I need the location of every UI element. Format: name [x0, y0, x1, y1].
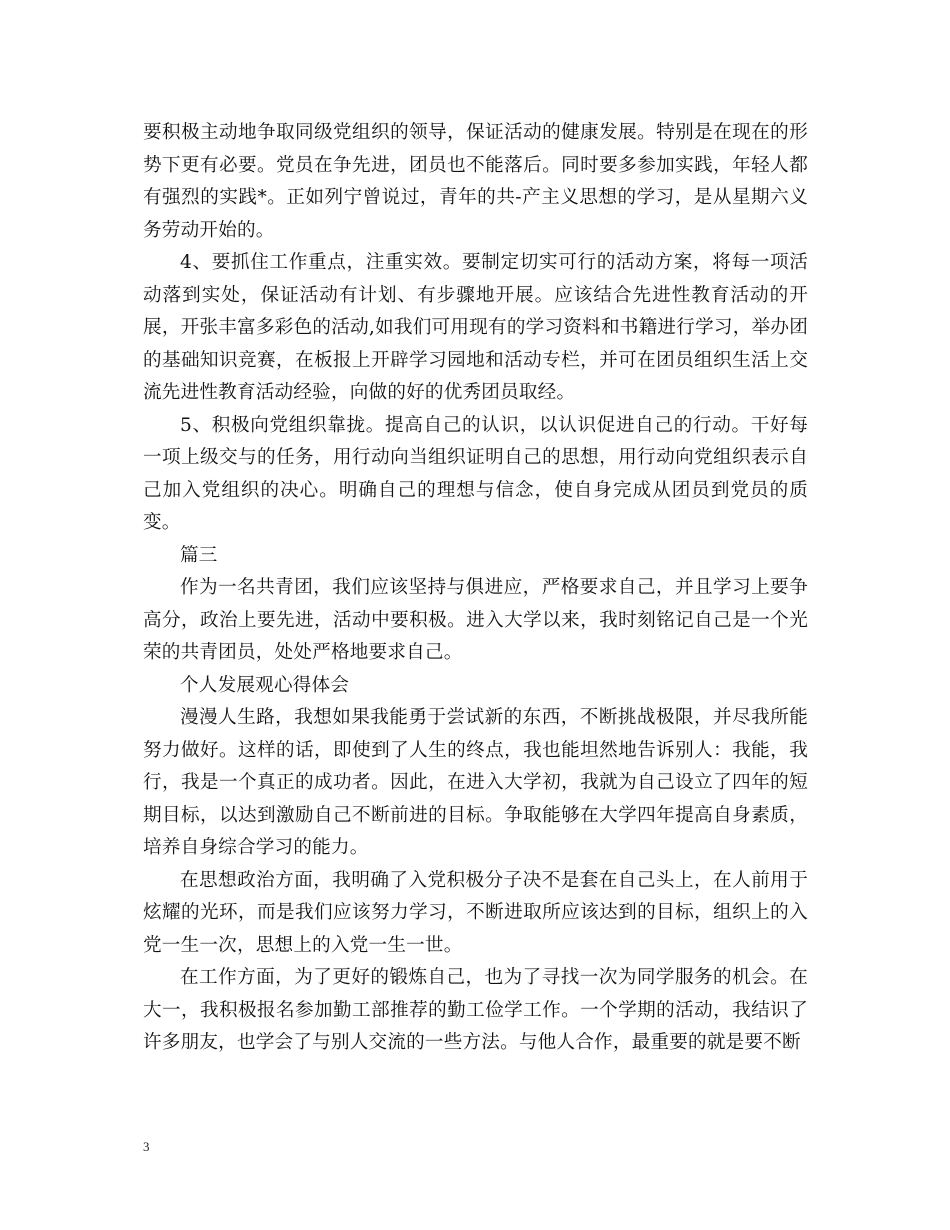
- section-heading-personal-development: 个人发展观心得体会: [180, 674, 350, 696]
- page-number: 3: [143, 1139, 150, 1154]
- section-heading-part-three: 篇三: [180, 544, 218, 566]
- document-body: [143, 117, 808, 1060]
- paragraph-point-5: 5、积极向党组织靠拢。提高自己的认识，以认识促进自己的行动。干好每一项上级交与的任务，用行动向当组织证明自己的思想，用行动向党组织表示自己加入党组织的决心。明确自己的理想与信念，使自身完成从团员到党员的质变。: [143, 414, 808, 533]
- paragraph-life-path: 漫漫人生路，我想如果我能勇于尝试新的东西，不断挑战极限，并尽我所能努力做好。这样的话，即使到了人生的终点，我也能坦然地告诉别人：我能，我行，我是一个真正的成功者。因此，在进入大学初，我就为自己设立了四年的短期目标，以达到激励自己不断前进的目标。争取能够在大学四年提高自身素质，培养自身综合学习的能力。: [143, 707, 808, 858]
- paragraph-continuation: 要积极主动地争取同级党组织的领导，保证活动的健康发展。特别是在现在的形势下更有必要。党员在争先进，团员也不能落后。同时要多参加实践，年轻人都有强烈的实践*。正如列宁曾说过，青年的共-产主义思想的学习，是从星期六义务劳动开始的。: [143, 122, 808, 241]
- paragraph-league-member: 作为一名共青团，我们应该坚持与俱进应，严格要求自己，并且学习上要争高分，政治上要先进，活动中要积极。进入大学以来，我时刻铭记自己是一个光荣的共青团员，处处严格地要求自己。: [143, 577, 808, 663]
- paragraph-political-thought: 在思想政治方面，我明确了入党积极分子决不是套在自己头上，在人前用于炫耀的光环，而是我们应该努力学习，不断进取所应该达到的目标，组织上的入党一生一次，思想上的入党一生一世。: [143, 869, 808, 956]
- paragraph-work: 在工作方面，为了更好的锻炼自己，也为了寻找一次为同学服务的机会。在大一，我积极报名参加勤工部推荐的勤工俭学工作。一个学期的活动，我结识了许多朋友，也学会了与别人交流的一些方法。与他人合作，最重要的就是要不断: [143, 967, 808, 1053]
- paragraph-point-4: 4、要抓住工作重点，注重实效。要制定切实可行的活动方案，将每一项活动落到实处，保证活动有计划、有步骤地开展。应该结合先进性教育活动的开展，开张丰富多彩色的活动,如我们可用现有的学习资料和书籍进行学习，举办团的基础知识竞赛，在板报上开辟学习园地和活动专栏，并可在团员组织生活上交流先进性教育活动经验，向做的好的优秀团员取经。: [143, 252, 808, 403]
